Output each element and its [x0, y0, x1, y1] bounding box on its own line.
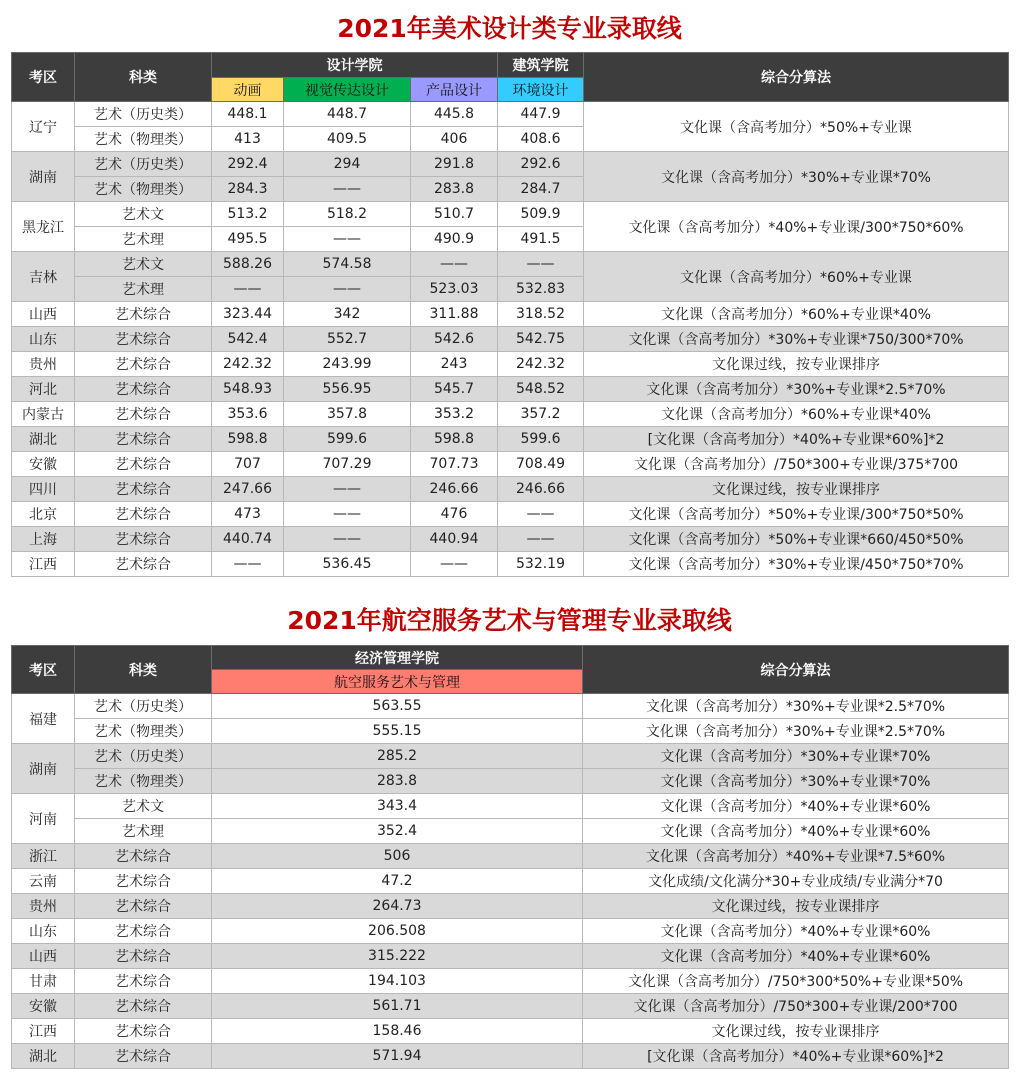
score-cell: 285.2 — [212, 744, 583, 769]
formula-cell: 文化课（含高考加分）/750*300+专业课/200*700 — [583, 994, 1009, 1019]
category-cell: 艺术综合 — [75, 919, 212, 944]
score-cell: 311.88 — [411, 302, 498, 327]
category-cell: 艺术文 — [75, 794, 212, 819]
table2-title: 2021年航空服务艺术与管理专业录取线 — [287, 606, 732, 635]
formula-cell: 文化课（含高考加分）*30%+专业课*750/300*70% — [584, 327, 1009, 352]
area-cell: 内蒙古 — [12, 402, 75, 427]
formula-cell: [文化课（含高考加分）*40%+专业课*60%]*2 — [584, 427, 1009, 452]
formula-cell: 文化课（含高考加分）*40%+专业课*60% — [583, 819, 1009, 844]
table-row — [12, 994, 1009, 1019]
score-cell: —— — [498, 527, 584, 552]
table-row — [12, 202, 1009, 227]
score-cell: 545.7 — [411, 377, 498, 402]
score-cell: 523.03 — [411, 277, 498, 302]
score-cell: 561.71 — [212, 994, 583, 1019]
category-cell: 艺术综合 — [75, 477, 212, 502]
table-row — [12, 869, 1009, 894]
area-cell: 福建 — [12, 694, 75, 744]
category-cell: 艺术综合 — [75, 502, 212, 527]
score-cell: 542.6 — [411, 327, 498, 352]
category-cell: 艺术综合 — [75, 552, 212, 577]
area-cell: 河南 — [12, 794, 75, 844]
header-visual-communication: 视觉传达设计 — [284, 78, 411, 102]
header-arch-college: 建筑学院 — [498, 53, 584, 78]
area-cell: 黑龙江 — [12, 202, 75, 252]
header-design-college: 设计学院 — [212, 53, 498, 78]
header-category: 科类 — [75, 53, 212, 102]
header-animation: 动画 — [212, 78, 284, 102]
score-cell: 264.73 — [212, 894, 583, 919]
table-row — [12, 969, 1009, 994]
category-cell: 艺术综合 — [75, 402, 212, 427]
table-row — [12, 744, 1009, 769]
score-cell: 448.7 — [284, 102, 411, 127]
area-cell: 山西 — [12, 302, 75, 327]
formula-cell: 文化课过线，按专业课排序 — [583, 1019, 1009, 1044]
score-cell: 352.4 — [212, 819, 583, 844]
score-cell: 343.4 — [212, 794, 583, 819]
formula-cell: 文化课（含高考加分）/750*300*50%+专业课*50% — [583, 969, 1009, 994]
score-cell: 194.103 — [212, 969, 583, 994]
area-cell: 河北 — [12, 377, 75, 402]
formula-cell: 文化课（含高考加分）*50%+专业课/300*750*50% — [584, 502, 1009, 527]
table-row — [12, 252, 1009, 277]
area-cell: 山西 — [12, 944, 75, 969]
score-cell: 707.29 — [284, 452, 411, 477]
formula-cell: 文化课（含高考加分）*30%+专业课*2.5*70% — [584, 377, 1009, 402]
category-cell: 艺术（物理类） — [75, 769, 212, 794]
table-row — [12, 1044, 1009, 1069]
table-row — [12, 794, 1009, 819]
score-cell: 510.7 — [411, 202, 498, 227]
score-cell: 315.222 — [212, 944, 583, 969]
score-cell: 473 — [212, 502, 284, 527]
score-cell: 246.66 — [411, 477, 498, 502]
score-cell: 542.75 — [498, 327, 584, 352]
score-cell: —— — [284, 277, 411, 302]
score-cell: 242.32 — [212, 352, 284, 377]
score-cell: 357.2 — [498, 402, 584, 427]
table-row — [12, 352, 1009, 377]
formula-cell: 文化课（含高考加分）*30%+专业课*2.5*70% — [583, 694, 1009, 719]
formula-cell: 文化课（含高考加分）*30%+专业课*70% — [583, 769, 1009, 794]
formula-cell: [文化课（含高考加分）*40%+专业课*60%]*2 — [583, 1044, 1009, 1069]
area-cell: 贵州 — [12, 352, 75, 377]
table-row — [12, 402, 1009, 427]
score-cell: 284.7 — [498, 177, 584, 202]
header-environment-design: 环境设计 — [498, 78, 584, 102]
table-row — [12, 477, 1009, 502]
score-cell: 247.66 — [212, 477, 284, 502]
category-cell: 艺术综合 — [75, 994, 212, 1019]
formula-cell: 文化课过线，按专业课排序 — [584, 477, 1009, 502]
score-cell: 440.94 — [411, 527, 498, 552]
score-cell: 408.6 — [498, 127, 584, 152]
score-cell: —— — [284, 527, 411, 552]
area-cell: 吉林 — [12, 252, 75, 302]
formula-cell: 文化课（含高考加分）*30%+专业课*70% — [583, 744, 1009, 769]
score-cell: 518.2 — [284, 202, 411, 227]
formula-cell: 文化课（含高考加分）*50%+专业课*660/450*50% — [584, 527, 1009, 552]
score-cell: —— — [411, 252, 498, 277]
score-cell: 242.32 — [498, 352, 584, 377]
score-cell: 707 — [212, 452, 284, 477]
score-cell: 292.6 — [498, 152, 584, 177]
category-cell: 艺术综合 — [75, 894, 212, 919]
category-cell: 艺术综合 — [75, 327, 212, 352]
score-cell: —— — [284, 502, 411, 527]
category-cell: 艺术综合 — [75, 1044, 212, 1069]
area-cell: 湖南 — [12, 744, 75, 794]
category-cell: 艺术综合 — [75, 302, 212, 327]
formula-cell: 文化课（含高考加分）*60%+专业课*40% — [584, 302, 1009, 327]
formula-cell: 文化成绩/文化满分*30+专业成绩/专业满分*70 — [583, 869, 1009, 894]
score-cell: 548.52 — [498, 377, 584, 402]
score-cell: 532.19 — [498, 552, 584, 577]
score-cell: 598.8 — [411, 427, 498, 452]
score-cell: —— — [411, 552, 498, 577]
header-category: 科类 — [75, 646, 212, 694]
score-cell: 440.74 — [212, 527, 284, 552]
score-cell: 491.5 — [498, 227, 584, 252]
category-cell: 艺术综合 — [75, 527, 212, 552]
category-cell: 艺术（历史类） — [75, 694, 212, 719]
category-cell: 艺术（历史类） — [75, 152, 212, 177]
table1-title: 2021年美术设计类专业录取线 — [337, 14, 682, 43]
score-cell: 509.9 — [498, 202, 584, 227]
formula-cell: 文化课（含高考加分）/750*300+专业课/375*700 — [584, 452, 1009, 477]
score-cell: 536.45 — [284, 552, 411, 577]
score-cell: 556.95 — [284, 377, 411, 402]
table-row — [12, 152, 1009, 177]
formula-cell: 文化课（含高考加分）*40%+专业课*60% — [583, 794, 1009, 819]
score-cell: 571.94 — [212, 1044, 583, 1069]
header-product-design: 产品设计 — [411, 78, 498, 102]
score-cell: 707.73 — [411, 452, 498, 477]
art-design-admission-table — [11, 52, 1009, 577]
score-cell: 598.8 — [212, 427, 284, 452]
area-cell: 贵州 — [12, 894, 75, 919]
score-cell: 243.99 — [284, 352, 411, 377]
table-row — [12, 1019, 1009, 1044]
table-row — [12, 452, 1009, 477]
score-cell: 323.44 — [212, 302, 284, 327]
score-cell: —— — [498, 502, 584, 527]
category-cell: 艺术综合 — [75, 452, 212, 477]
category-cell: 艺术文 — [75, 252, 212, 277]
score-cell: 599.6 — [498, 427, 584, 452]
area-cell: 辽宁 — [12, 102, 75, 152]
score-cell: 47.2 — [212, 869, 583, 894]
score-cell: 513.2 — [212, 202, 284, 227]
score-cell: —— — [498, 252, 584, 277]
header-formula: 综合分算法 — [584, 53, 1009, 102]
score-cell: 206.508 — [212, 919, 583, 944]
score-cell: 476 — [411, 502, 498, 527]
table-row — [12, 694, 1009, 719]
score-cell: 542.4 — [212, 327, 284, 352]
header-econ-college: 经济管理学院 — [212, 646, 583, 670]
score-cell: 292.4 — [212, 152, 284, 177]
category-cell: 艺术（物理类） — [75, 127, 212, 152]
score-cell: —— — [212, 277, 284, 302]
area-cell: 安徽 — [12, 994, 75, 1019]
score-cell: —— — [284, 227, 411, 252]
area-cell: 云南 — [12, 869, 75, 894]
category-cell: 艺术综合 — [75, 844, 212, 869]
table-row — [12, 102, 1009, 127]
table-row — [12, 894, 1009, 919]
score-cell: 158.46 — [212, 1019, 583, 1044]
formula-cell: 文化课（含高考加分）*60%+专业课*40% — [584, 402, 1009, 427]
score-cell: 495.5 — [212, 227, 284, 252]
category-cell: 艺术综合 — [75, 427, 212, 452]
category-cell: 艺术（历史类） — [75, 744, 212, 769]
score-cell: 552.7 — [284, 327, 411, 352]
table-row — [12, 327, 1009, 352]
category-cell: 艺术综合 — [75, 969, 212, 994]
area-cell: 江西 — [12, 1019, 75, 1044]
formula-cell: 文化课（含高考加分）*30%+专业课*70% — [584, 152, 1009, 202]
score-cell: 291.8 — [411, 152, 498, 177]
header-area: 考区 — [12, 646, 75, 694]
table-row — [12, 719, 1009, 744]
score-cell: 284.3 — [212, 177, 284, 202]
area-cell: 江西 — [12, 552, 75, 577]
score-cell: 318.52 — [498, 302, 584, 327]
table-row — [12, 527, 1009, 552]
table-row — [12, 502, 1009, 527]
formula-cell: 文化课（含高考加分）*30%+专业课/450*750*70% — [584, 552, 1009, 577]
category-cell: 艺术综合 — [75, 1019, 212, 1044]
score-cell: 599.6 — [284, 427, 411, 452]
area-cell: 湖北 — [12, 427, 75, 452]
category-cell: 艺术综合 — [75, 377, 212, 402]
area-cell: 浙江 — [12, 844, 75, 869]
score-cell: 445.8 — [411, 102, 498, 127]
score-cell: 555.15 — [212, 719, 583, 744]
table-row — [12, 769, 1009, 794]
score-cell: 708.49 — [498, 452, 584, 477]
score-cell: 413 — [212, 127, 284, 152]
formula-cell: 文化课（含高考加分）*40%+专业课*7.5*60% — [583, 844, 1009, 869]
area-cell: 北京 — [12, 502, 75, 527]
table-row — [12, 302, 1009, 327]
formula-cell: 文化课过线，按专业课排序 — [583, 894, 1009, 919]
score-cell: 283.8 — [212, 769, 583, 794]
score-cell: 574.58 — [284, 252, 411, 277]
score-cell: 353.6 — [212, 402, 284, 427]
area-cell: 甘肃 — [12, 969, 75, 994]
score-cell: —— — [284, 477, 411, 502]
area-cell: 湖北 — [12, 1044, 75, 1069]
formula-cell: 文化课过线，按专业课排序 — [584, 352, 1009, 377]
area-cell: 湖南 — [12, 152, 75, 202]
category-cell: 艺术理 — [75, 819, 212, 844]
score-cell: 283.8 — [411, 177, 498, 202]
score-cell: 532.83 — [498, 277, 584, 302]
score-cell: 243 — [411, 352, 498, 377]
header-formula: 综合分算法 — [583, 646, 1009, 694]
score-cell: 294 — [284, 152, 411, 177]
score-cell: 448.1 — [212, 102, 284, 127]
score-cell: —— — [284, 177, 411, 202]
score-cell: 353.2 — [411, 402, 498, 427]
area-cell: 上海 — [12, 527, 75, 552]
category-cell: 艺术（物理类） — [75, 177, 212, 202]
formula-cell: 文化课（含高考加分）*60%+专业课 — [584, 252, 1009, 302]
header-aviation-major: 航空服务艺术与管理 — [212, 670, 583, 694]
category-cell: 艺术（历史类） — [75, 102, 212, 127]
table-row — [12, 844, 1009, 869]
score-cell: 548.93 — [212, 377, 284, 402]
formula-cell: 文化课（含高考加分）*40%+专业课/300*750*60% — [584, 202, 1009, 252]
area-cell: 四川 — [12, 477, 75, 502]
header-area: 考区 — [12, 53, 75, 102]
formula-cell: 文化课（含高考加分）*30%+专业课*2.5*70% — [583, 719, 1009, 744]
formula-cell: 文化课（含高考加分）*50%+专业课 — [584, 102, 1009, 152]
table-row — [12, 552, 1009, 577]
table-row — [12, 944, 1009, 969]
score-cell: 506 — [212, 844, 583, 869]
category-cell: 艺术理 — [75, 227, 212, 252]
score-cell: 447.9 — [498, 102, 584, 127]
score-cell: 588.26 — [212, 252, 284, 277]
score-cell: 409.5 — [284, 127, 411, 152]
aviation-service-admission-table — [11, 645, 1009, 1069]
area-cell: 山东 — [12, 919, 75, 944]
score-cell: 406 — [411, 127, 498, 152]
category-cell: 艺术综合 — [75, 352, 212, 377]
category-cell: 艺术综合 — [75, 869, 212, 894]
table-row — [12, 919, 1009, 944]
score-cell: 357.8 — [284, 402, 411, 427]
formula-cell: 文化课（含高考加分）*40%+专业课*60% — [583, 919, 1009, 944]
category-cell: 艺术综合 — [75, 944, 212, 969]
area-cell: 安徽 — [12, 452, 75, 477]
score-cell: 490.9 — [411, 227, 498, 252]
score-cell: 342 — [284, 302, 411, 327]
score-cell: 246.66 — [498, 477, 584, 502]
category-cell: 艺术（物理类） — [75, 719, 212, 744]
table-row — [12, 819, 1009, 844]
category-cell: 艺术文 — [75, 202, 212, 227]
table-row — [12, 427, 1009, 452]
score-cell: —— — [212, 552, 284, 577]
table-row — [12, 377, 1009, 402]
area-cell: 山东 — [12, 327, 75, 352]
formula-cell: 文化课（含高考加分）*40%+专业课*60% — [583, 944, 1009, 969]
score-cell: 563.55 — [212, 694, 583, 719]
category-cell: 艺术理 — [75, 277, 212, 302]
